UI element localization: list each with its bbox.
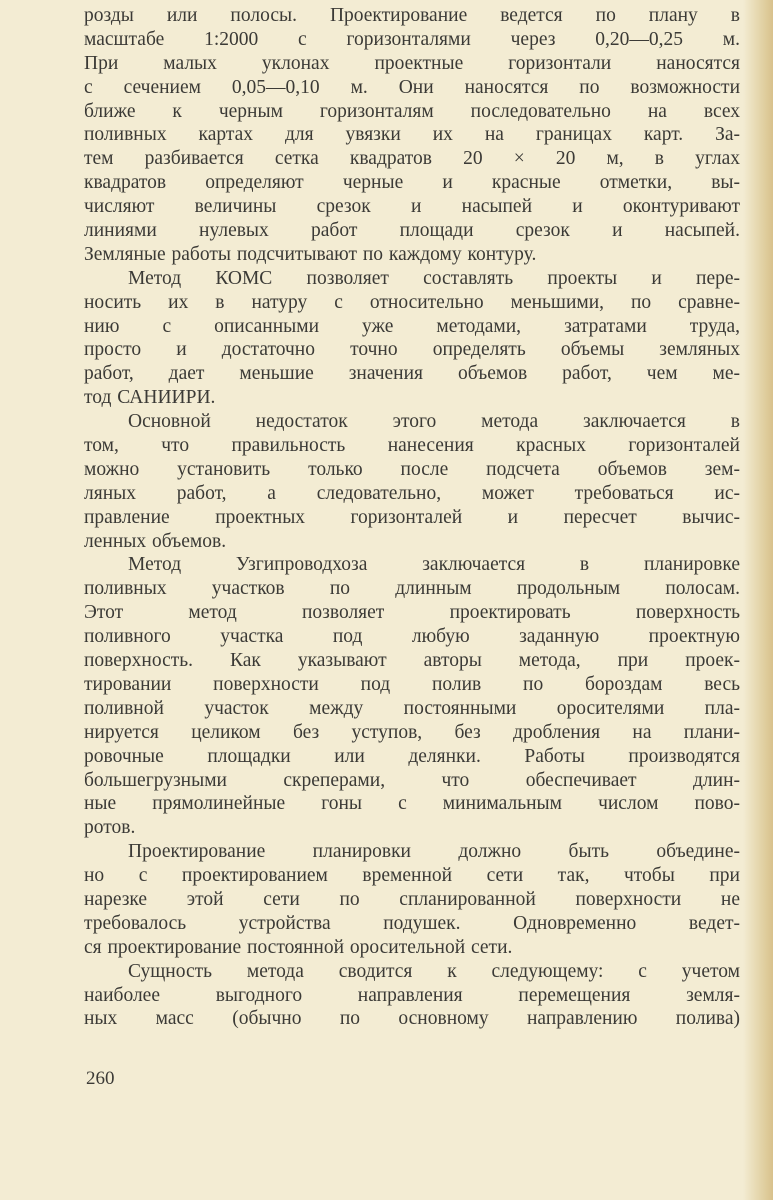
text-line: квадратов определяют черные и красные отметки, вы- xyxy=(84,172,740,194)
page-body xyxy=(84,4,740,1031)
page-number: 260 xyxy=(86,1068,115,1089)
text-line: ленных объемов. xyxy=(84,530,227,552)
text-line: ротов. xyxy=(84,817,136,839)
text-line: розды или полосы. Проектирование ведется по плану в xyxy=(84,5,740,26)
text-line: Основной недостаток этого метода заключается в xyxy=(128,411,740,433)
text-line: ные прямолинейные гоны с минимальным числом пово- xyxy=(84,793,740,815)
text-line: ляных работ, а следовательно, может требоваться ис- xyxy=(84,482,740,504)
text-line: наиболее выгодного направления перемещения земля- xyxy=(84,984,740,1006)
text-line: Земляные работы подсчитывают по каждому контуру. xyxy=(84,243,537,265)
paragraph xyxy=(84,553,740,840)
paragraph xyxy=(84,840,740,959)
text-line: просто и достаточно точно определять объемы земляных xyxy=(84,339,740,361)
text-line: большегрузными скреперами, что обеспечивает длин- xyxy=(84,769,740,791)
text-line: но с проектированием временной сети так, чтобы при xyxy=(84,865,740,887)
text-line: том, что правильность нанесения красных горизонталей xyxy=(84,435,740,457)
paragraph xyxy=(84,267,740,410)
text-line: требовалось устройства подушек. Одновременно ведет- xyxy=(84,912,740,934)
text-line: тировании поверхности под полив по бороздам весь xyxy=(84,673,740,695)
text-line: Проектирование планировки должно быть объедине- xyxy=(128,841,740,863)
text-line: нируется целиком без уступов, без дробления на плани- xyxy=(84,721,740,743)
text-line: тод САНИИРИ. xyxy=(84,387,216,409)
text-line: поверхность. Как указывают авторы метода, при проек- xyxy=(84,650,740,672)
text-line: Метод Узгипроводхоза заключается в планировке xyxy=(128,554,740,576)
text-line: носить их в натуру с относительно меньшими, по сравне- xyxy=(84,291,740,313)
paragraph xyxy=(84,960,740,1032)
text-line: поливных участков по длинным продольным полосам. xyxy=(84,578,740,600)
page-edge-shadow xyxy=(743,0,773,1200)
text-line: работ, дает меньшие значения объемов работ, чем ме- xyxy=(84,363,740,385)
text-line: поливной участок между постоянными оросителями пла- xyxy=(84,697,740,719)
text-line: поливного участка под любую заданную проектную xyxy=(84,626,740,648)
text-line: линиями нулевых работ площади срезок и насыпей. xyxy=(84,220,740,242)
text-line: Этот метод позволяет проектировать поверхность xyxy=(84,602,740,624)
text-line: Сущность метода сводится к следующему: с учетом xyxy=(128,960,740,982)
text-line: ся проектирование постоянной оросительной сети. xyxy=(84,936,513,958)
text-line: с сечением 0,05—0,10 м. Они наносятся по возможности xyxy=(84,76,740,98)
text-line: ных масс (обычно по основному направлению полива) xyxy=(84,1008,740,1030)
text-line: При малых уклонах проектные горизонтали наносятся xyxy=(84,52,740,74)
text-line: ближе к черным горизонталям последовательно на всех xyxy=(84,100,740,122)
paragraph xyxy=(84,4,740,267)
text-line: нию с описанными уже методами, затратами труда, xyxy=(84,315,740,337)
text-line: нарезке этой сети по спланированной поверхности не xyxy=(84,888,740,910)
text-line: правление проектных горизонталей и пересчет вычис- xyxy=(84,506,740,528)
text-line: поливных картах для увязки их на границах карт. За- xyxy=(84,124,740,146)
text-line: ровочные площадки или делянки. Работы производятся xyxy=(84,745,740,767)
text-line: тем разбивается сетка квадратов 20 × 20 м, в углах xyxy=(84,148,740,170)
text-line: можно установить только после подсчета объемов зем- xyxy=(84,458,740,480)
text-line: числяют величины срезок и насыпей и оконтуривают xyxy=(84,196,740,218)
paragraph xyxy=(84,410,740,553)
text-line: Метод КОМС позволяет составлять проекты и пере- xyxy=(128,267,740,289)
text-line: масштабе 1:2000 с горизонталями через 0,20—0,25 м. xyxy=(84,28,740,50)
